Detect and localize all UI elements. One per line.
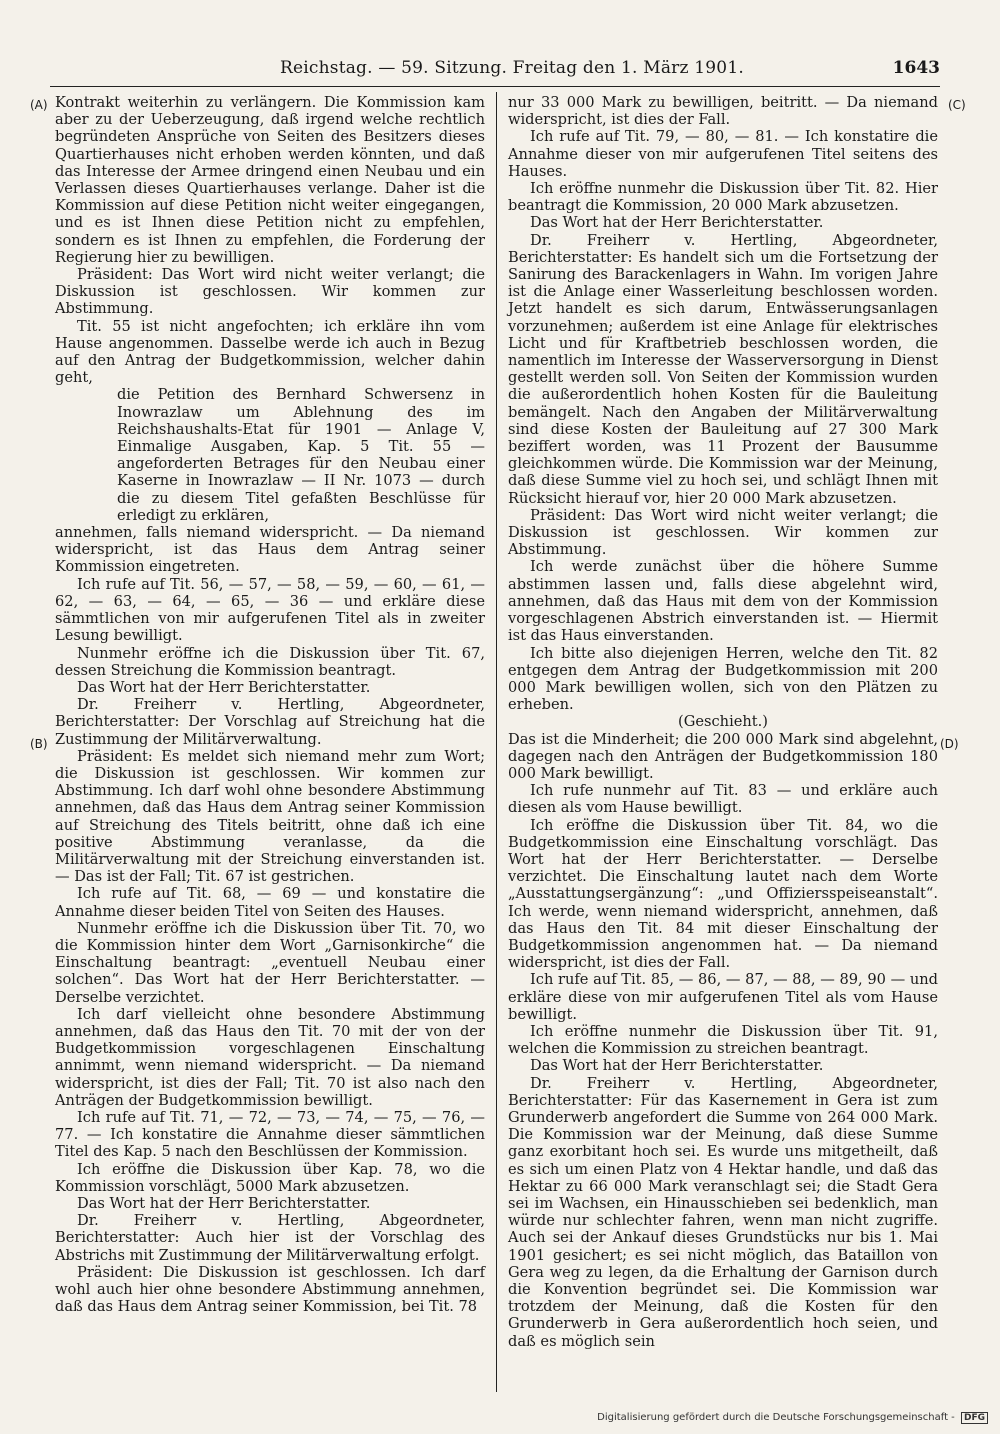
margin-mark-a: (A) (30, 98, 48, 112)
page-title: Reichstag. — 59. Sitzung. Freitag den 1. März 1901. (280, 58, 744, 78)
paragraph: Kontrakt weiterhin zu verlängern. Die Kommission kam aber zu der Ueberzeugung, daß irgend welche rechtlich begründeten Ansprüche von Seiten des Besitzers dieses Quartierhauses nicht erhoben werden könnten, und daß das Interesse der Armee dringend einen Neubau und ein Verlassen dieses Quartierhauses verlange. Daher ist die Kommission auf diese Petition nicht weiter eingegangen, und es ist Ihnen diese Petition nicht zu empfehlen, sondern es ist Ihnen zu empfehlen, die Forderung der Regierung hier zu bewilligen. (55, 94, 485, 266)
paragraph: Nunmehr eröffne ich die Diskussion über Tit. 70, wo die Kommission hinter dem Wort „Garnisonkirche“ die Einschaltung beantragt: „eventuell Neubau einer solchen“. Das Wort hat der Herr Berichterstatter. — Derselbe verzichtet. (55, 919, 485, 1006)
paragraph: Ich eröffne nunmehr die Diskussion über Tit. 91, welchen die Kommission zu streichen beantragt. (508, 1022, 938, 1058)
paragraph: nur 33 000 Mark zu bewilligen, beitritt. — Da niemand widerspricht, ist dies der Fall. (508, 94, 938, 129)
paragraph: Präsident: Das Wort wird nicht weiter verlangt; die Diskussion ist geschlossen. Wir kommen zur Abstimmung. (508, 506, 938, 559)
paragraph: Dr. Freiherr v. Hertling, Abgeordneter, Berichterstatter: Es handelt sich um die Fortsetzung der Sanirung des Barackenlagers in Wahn. Im vorigen Jahre ist die Anlage einer Wasserleitung beschlossen worden. Jetzt handelt es sich darum, Entwässerungsanlagen vorzunehmen; außerdem ist eine Anlage für elektrisches Licht und für Kraftbetrieb beschlossen worden, die namentlich im Interesse der Wasserversorgung in Dienst gestellt werden soll. Von Seiten der Kommission wurden die außerordentlich hohen Kosten für die Bauleitung bemängelt. Nach den Angaben der Militärverwaltung sind diese Kosten der Bauleitung auf 27 300 Mark beziffert worden, was 11 Prozent der Bausumme gleichkommen würde. Die Kommission war der Meinung, daß diese Summe viel zu hoch sei, und schlägt Ihnen mit Rücksicht hierauf vor, hier 20 000 Mark abzusetzen. (508, 231, 938, 507)
paragraph: Ich rufe nunmehr auf Tit. 83 — und erkläre auch diesen als vom Hause bewilligt. (508, 782, 938, 817)
paragraph: annehmen, falls niemand widerspricht. — Da niemand widerspricht, ist das Haus dem Antrag seiner Kommission eingetreten. (55, 524, 485, 576)
paragraph: Ich rufe auf Tit. 68, — 69 — und konstatire die Annahme dieser beiden Titel von Seiten des Hauses. (55, 885, 485, 920)
paragraph: Ich rufe auf Tit. 79, — 80, — 81. — Ich konstatire die Annahme dieser von mir aufgerufenen Titel seitens des Hauses. (508, 128, 938, 180)
column-divider (496, 92, 497, 1392)
margin-mark-c: (C) (948, 98, 966, 112)
paragraph: Dr. Freiherr v. Hertling, Abgeordneter, Berichterstatter: Für das Kasernement in Gera ist zum Grunderwerb angefordert die Summe von 264 000 Mark. Die Kommission war der Meinung, daß diese Summe ganz exorbitant hoch sei. Es wurde uns mitgetheilt, daß es sich um einen Platz von 4 Hektar handle, und daß das Hektar zu 66 000 Mark veranschlagt sei; die Stadt Gera sei im Wachsen, ein Hinausschieben sei bedenklich, man würde nur schlechter fahren, wenn man nicht zugriffe. Auch sei der Ankauf dieses Grundstücks nur bis 1. Mai 1901 gesichert; es sei nicht möglich, das Bataillon von Gera weg zu legen, da die Erhaltung der Garnison durch die Konvention begründet sei. Die Kommission war trotzdem der Meinung, daß die Kosten für den Grunderwerb in Gera außerordentlich hoch seien, und daß es möglich sein (508, 1074, 938, 1350)
paragraph: Ich rufe auf Tit. 71, — 72, — 73, — 74, — 75, — 76, — 77. — Ich konstatire die Annahme dieser sämmtlichen Titel des Kap. 5 nach den Beschlüssen der Kommission. (55, 1108, 485, 1161)
paragraph: Präsident: Es meldet sich niemand mehr zum Wort; die Diskussion ist geschlossen. Wir kommen zur Abstimmung. Ich darf wohl ohne besondere Abstimmung annehmen, daß das Haus dem Antrag seiner Kommission auf Streichung des Titels beitritt, ohne daß ich eine positive Abstimmung veranlasse, da die Militärverwaltung mit der Streichung einverstanden ist. — Das ist der Fall; Tit. 67 ist gestrichen. (55, 747, 485, 886)
paragraph: Ich werde zunächst über die höhere Summe abstimmen lassen und, falls diese abgelehnt wird, annehmen, daß das Haus mit dem von der Kommission vorgeschlagenen Abstrich einverstanden ist. — Hiermit ist das Haus einverstanden. (508, 558, 938, 645)
header-rule (50, 86, 940, 87)
right-column (508, 94, 938, 1350)
footer-credit (597, 1412, 988, 1424)
paragraph: Tit. 55 ist nicht angefochten; ich erkläre ihn vom Hause angenommen. Dasselbe werde ich auch in Bezug auf den Antrag der Budgetkommission, welcher dahin geht, (55, 317, 485, 387)
paragraph: Das Wort hat der Herr Berichterstatter. (77, 1195, 371, 1212)
margin-mark-b: (B) (30, 737, 48, 751)
quoted-motion: die Petition des Bernhard Schwersenz in Inowrazlaw um Ablehnung des im Reichshaushalts-Etat für 1901 — Anlage V, Einmalige Ausgaben, Kap. 5 Tit. 55 — angeforderten Betrages für den Neubau einer Kaserne in Inowrazlaw — II Nr. 1073 — durch die zu diesem Titel gefaßten Beschlüsse für erledigt zu erklären, (117, 386, 485, 524)
dfg-logo: DFG (961, 1412, 988, 1424)
paragraph: Das ist die Minderheit; die 200 000 Mark sind abgelehnt, dagegen nach den Anträgen der Budgetkommission 180 000 Mark bewilligt. (508, 730, 938, 782)
paragraph: Ich eröffne nunmehr die Diskussion über Tit. 82. Hier beantragt die Kommission, 20 000 Mark abzusetzen. (508, 180, 938, 215)
page-header (50, 58, 940, 84)
stage-direction: (Geschieht.) (678, 713, 768, 731)
paragraph: Ich rufe auf Tit. 56, — 57, — 58, — 59, — 60, — 61, — 62, — 63, — 64, — 65, — 36 — und erkläre diese sämmtlichen von mir aufgerufenen Titel als in zweiter Lesung bewilligt. (55, 575, 485, 645)
paragraph: Ich darf vielleicht ohne besondere Abstimmung annehmen, daß das Haus den Tit. 70 mit der von der Budgetkommission vorgeschlagenen Einschaltung annimmt, wenn niemand widerspricht. — Da niemand widerspricht, ist dies der Fall; Tit. 70 ist also nach den Anträgen der Budgetkommission bewilligt. (55, 1005, 485, 1109)
paragraph: Präsident: Das Wort wird nicht weiter verlangt; die Diskussion ist geschlossen. Wir kommen zur Abstimmung. (55, 266, 485, 318)
paragraph: Das Wort hat der Herr Berichterstatter. (77, 678, 371, 696)
left-column (55, 94, 485, 1315)
page-number: 1643 (892, 58, 940, 78)
paragraph: Präsident: Die Diskussion ist geschlossen. Ich darf wohl auch hier ohne besondere Abstimmung annehmen, daß das Haus dem Antrag seiner Kommission, bei Tit. 78 (55, 1263, 485, 1316)
paragraph: Das Wort hat der Herr Berichterstatter. (530, 1057, 824, 1075)
paragraph: Nunmehr eröffne ich die Diskussion über Tit. 67, dessen Streichung die Kommission beantragt. (55, 644, 485, 679)
margin-mark-d: (D) (940, 737, 959, 751)
paragraph: Dr. Freiherr v. Hertling, Abgeordneter, Berichterstatter: Auch hier ist der Vorschlag des Abstrichs mit Zustimmung der Militärverwaltung erfolgt. (55, 1212, 485, 1264)
paragraph: Ich eröffne die Diskussion über Kap. 78, wo die Kommission vorschlägt, 5000 Mark abzusetzen. (55, 1160, 485, 1195)
paragraph: Ich bitte also diejenigen Herren, welche den Tit. 82 entgegen dem Antrag der Budgetkommission mit 200 000 Mark bewilligen wollen, sich von den Plätzen zu erheben. (508, 644, 938, 714)
paragraph: Ich rufe auf Tit. 85, — 86, — 87, — 88, — 89, 90 — und erkläre diese von mir aufgerufenen Titel als vom Hause bewilligt. (508, 971, 938, 1023)
footer-text: Digitalisierung gefördert durch die Deutsche Forschungsgemeinschaft - (597, 1412, 955, 1423)
paragraph: Ich eröffne die Diskussion über Tit. 84, wo die Budgetkommission eine Einschaltung vorschlägt. Das Wort hat der Herr Berichterstatter. — Derselbe verzichtet. Die Einschaltung lautet nach dem Worte „Ausstattungsergänzung“: „und Offiziersspeiseanstalt“. Ich werde, wenn niemand widerspricht, annehmen, daß das Haus den Tit. 84 mit dieser Einschaltung der Budgetkommission angenommen hat. — Da niemand widerspricht, ist dies der Fall. (508, 816, 938, 972)
paragraph: Das Wort hat der Herr Berichterstatter. (530, 214, 824, 232)
paragraph: Dr. Freiherr v. Hertling, Abgeordneter, Berichterstatter: Der Vorschlag auf Streichung hat die Zustimmung der Militärverwaltung. (55, 696, 485, 748)
